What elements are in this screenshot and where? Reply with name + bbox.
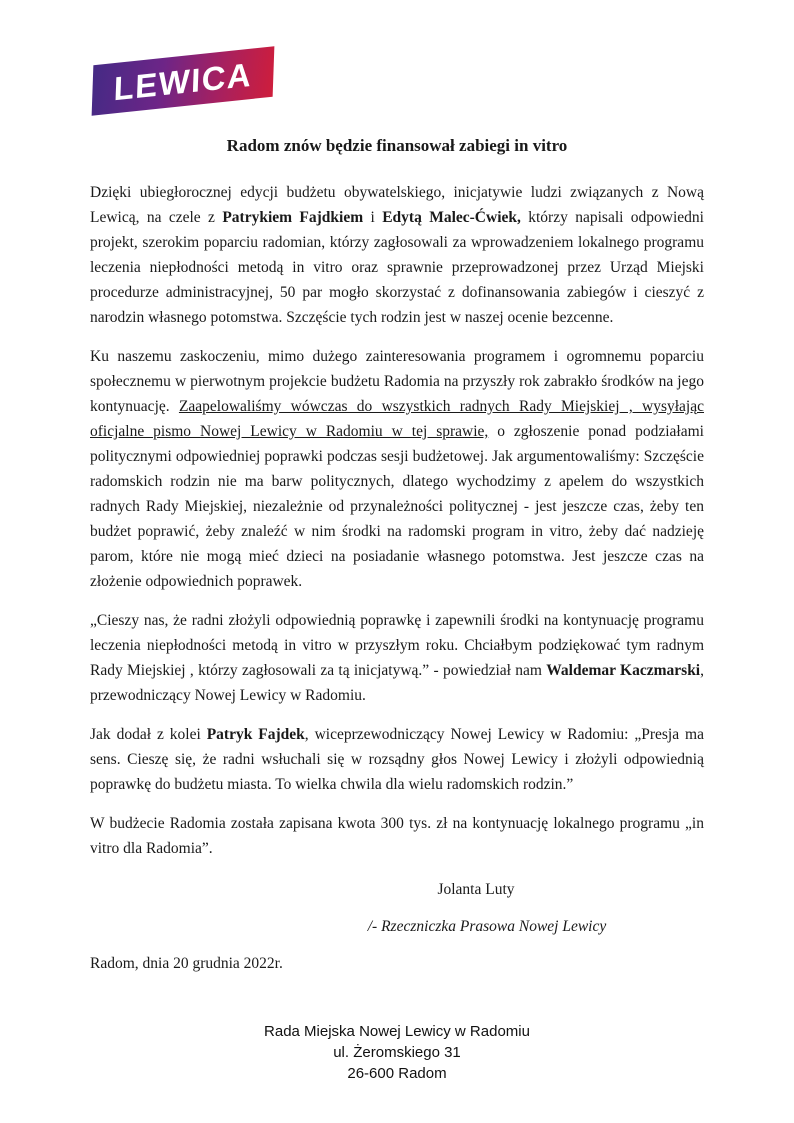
bold-text-run: Patryk Fajdek: [206, 726, 305, 743]
footer-line: ul. Żeromskiego 31: [333, 1044, 461, 1061]
date-line: Radom, dnia 20 grudnia 2022r.: [90, 955, 283, 972]
footer-address: [0, 1021, 794, 1084]
lewica-logo-text: LEWICA: [113, 55, 253, 108]
text-run: Dzięki ubiegłorocznej edycji budżetu obywatelskiego, inicjatywie ludzi związanych z Nową Lewicą, na czele z: [90, 184, 704, 226]
underlined-text-run: Zaapelowaliśmy wówczas do wszystkich radnych Rady Miejskiej , wysyłając oficjalne pismo Nowej Lewicy w Radomiu w tej sprawie,: [90, 398, 704, 440]
paragraph: [90, 180, 704, 330]
text-run: Jak dodał z kolei: [90, 726, 207, 743]
text-run: Ku naszemu zaskoczeniu, mimo dużego zainteresowania programem i ogromnemu poparciu społecznemu w pierwotnym projekcie budżetu Radomia na przyszły rok zabrakło środków na jego kontynuację.: [90, 348, 704, 415]
signature-name: Jolanta Luty: [437, 881, 515, 898]
paragraph: [90, 811, 704, 861]
paragraph: [90, 344, 704, 594]
bold-text-run: Edytą Malec-Ćwiek,: [382, 209, 521, 226]
footer-line: Rada Miejska Nowej Lewicy w Radomiu: [264, 1023, 530, 1040]
bold-text-run: Patrykiem Fajdkiem: [222, 209, 364, 226]
paragraphs: [90, 180, 704, 861]
bold-text-run: Waldemar Kaczmarski: [546, 662, 701, 679]
paragraph: [90, 608, 704, 708]
lewica-logo: [92, 46, 275, 115]
signature-role: /- Rzeczniczka Prasowa Nowej Lewicy: [367, 918, 607, 935]
text-run: którzy napisali odpowiedni projekt, szerokim poparciu radomian, którzy zagłosowali za wprowadzeniem lokalnego programu leczenia niepłodności metodą in vitro oraz sprawnie przeprowadzonej przez Urząd Miejski procedurze administracyjnej, 50 par mogło skorzystać z dofinansowania zabiegów i cieszyć z narodzin własnego potomstwa. Szczęście tych rodzin jest w naszej ocenie bezcenne.: [90, 209, 704, 326]
document-body: [90, 136, 704, 976]
text-run: , wiceprzewodniczący Nowej Lewicy w Radomiu: „Presja ma sens. Cieszę się, że radni wsłuchali się w rozsądny głos Nowej Lewicy i złożyli odpowiednią poprawkę do budżetu miasta. To wielka chwila dla wielu radomskich rodzin.”: [90, 726, 704, 793]
paragraph: [90, 722, 704, 797]
text-run: „Cieszy nas, że radni złożyli odpowiednią poprawkę i zapewnili środki na kontynuację programu leczenia niepłodności metodą in vitro w przyszłym roku. Chciałbym podziękować tym radnym Rady Miejskiej , którzy zagłosowali za tą inicjatywą.” - powiedział nam: [90, 612, 704, 679]
text-run: o zgłoszenie ponad podziałami politycznymi odpowiedniej poprawki podczas sesji budżetowej. Jak argumentowaliśmy: Szczęście radomskich rodzin nie ma barw politycznych, dlatego wychodzimy z apelem do wszystkich radnych Rady Miejskiej, niezależnie od przynależności politycznej - jest jeszcze czas, żeby ten budżet poprawić, żeby znaleźć w nim środki na radomski program in vitro, żeby dać nadzieję parom, które nie mogą mieć dzieci na posiadanie własnego potomstwa. Jest jeszcze czas na złożenie odpowiednich poprawek.: [90, 423, 704, 590]
page-title: Radom znów będzie finansował zabiegi in vitro: [226, 136, 568, 155]
footer-line: 26-600 Radom: [347, 1065, 447, 1082]
text-run: W budżecie Radomia została zapisana kwota 300 tys. zł na kontynuację lokalnego programu „in vitro dla Radomia”.: [90, 815, 704, 857]
text-run: i: [363, 209, 383, 226]
text-run: , przewodniczący Nowej Lewicy w Radomiu.: [90, 662, 704, 704]
